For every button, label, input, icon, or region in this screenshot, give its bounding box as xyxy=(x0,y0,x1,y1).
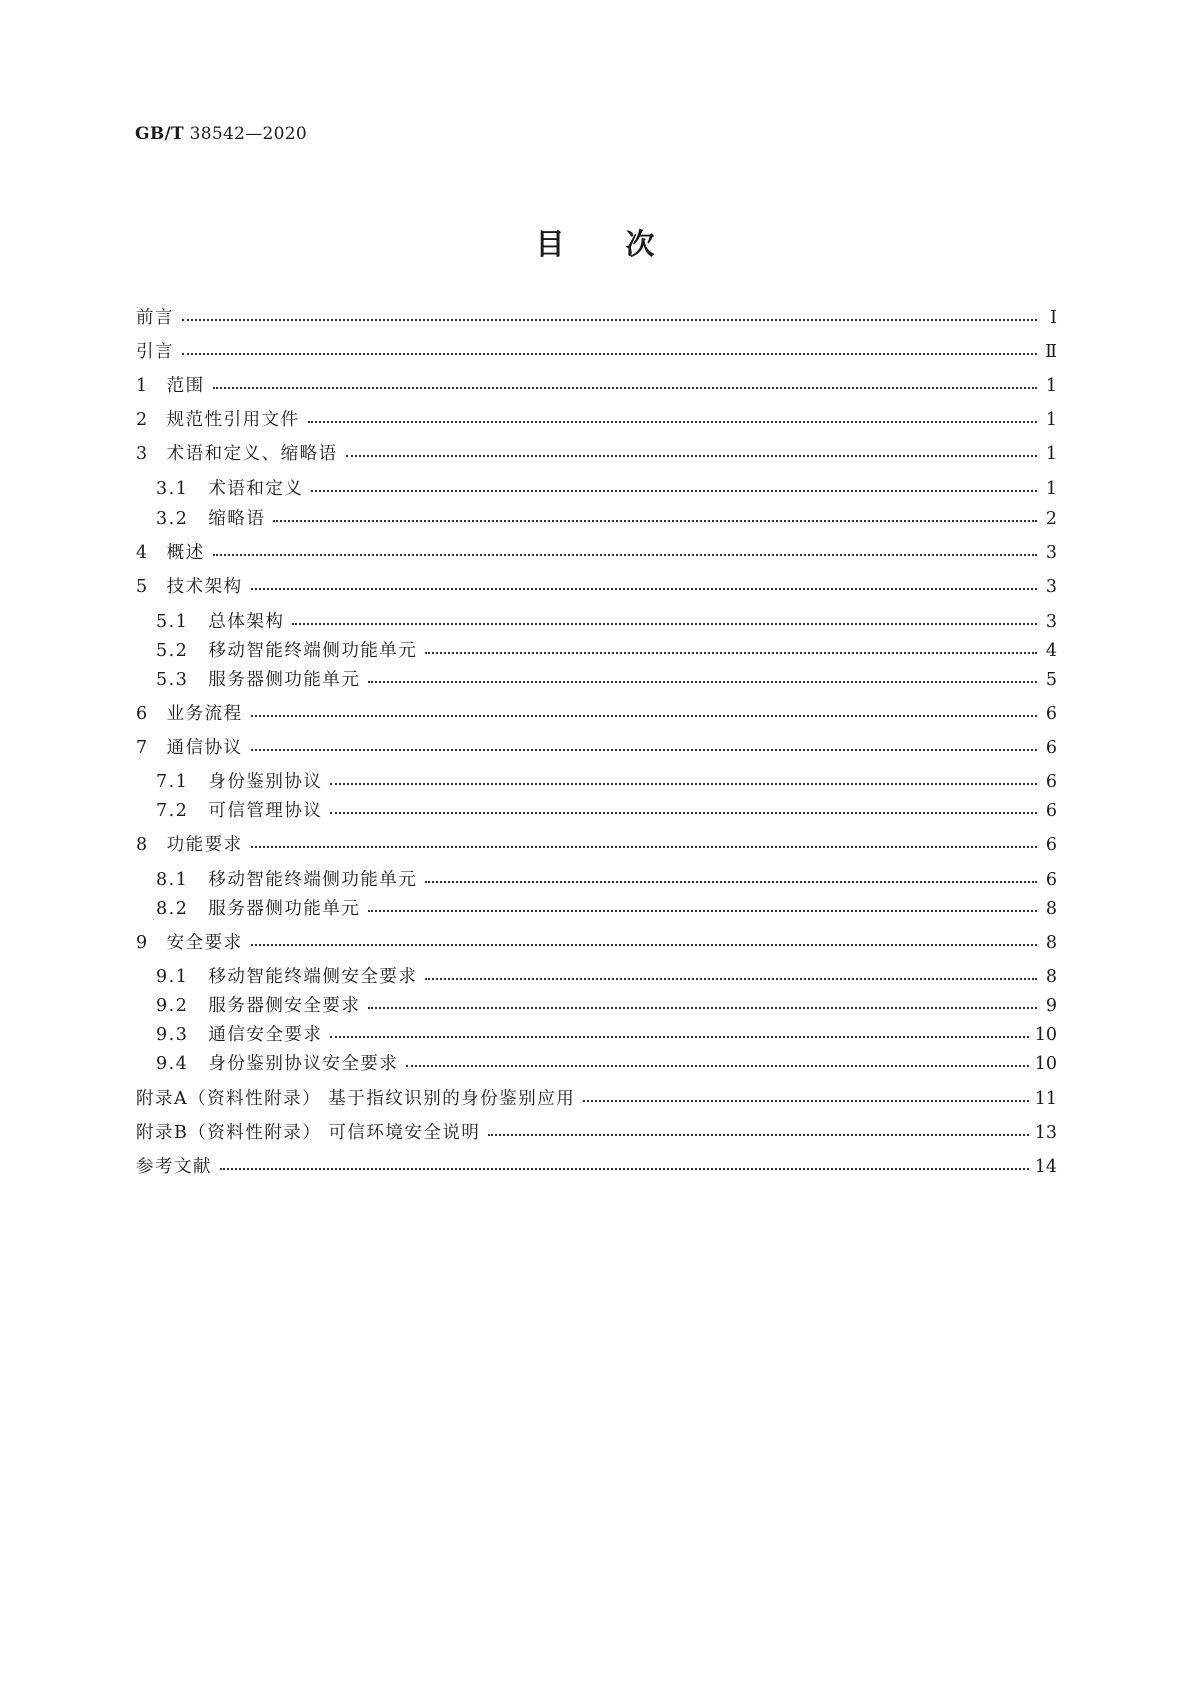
toc-dot-leader xyxy=(251,715,1037,717)
toc-dot-leader xyxy=(308,421,1037,423)
toc-entry[interactable] xyxy=(136,831,1057,859)
toc-entry[interactable] xyxy=(156,866,1057,894)
toc-entry-number: 8.2 xyxy=(156,899,189,919)
toc-entry-number: 3.1 xyxy=(156,479,189,499)
toc-entry[interactable] xyxy=(156,768,1057,796)
toc-entry-label: 业务流程 xyxy=(166,704,243,724)
toc-entry[interactable] xyxy=(156,666,1057,694)
toc-entry-page: 3 xyxy=(1045,612,1057,632)
standard-prefix: GB/T xyxy=(135,124,184,144)
toc-entry-page: 10 xyxy=(1034,1025,1057,1045)
toc-entry-page: 6 xyxy=(1045,870,1057,890)
toc-entry-number: 9.3 xyxy=(156,1025,189,1045)
toc-dot-leader xyxy=(220,1168,1029,1170)
toc-entry-page: 11 xyxy=(1034,1089,1057,1109)
toc-dot-leader xyxy=(251,944,1037,946)
toc-dot-leader xyxy=(425,881,1037,883)
toc-entry-number: 7.2 xyxy=(156,801,189,821)
page-title xyxy=(0,222,1191,263)
toc-entry[interactable] xyxy=(136,734,1057,762)
toc-dot-leader xyxy=(213,387,1037,389)
toc-entry-page: 6 xyxy=(1045,738,1057,758)
toc-entry-page: 1 xyxy=(1045,444,1057,464)
toc-entry[interactable] xyxy=(156,1050,1057,1078)
toc-dot-leader xyxy=(330,783,1037,785)
toc-entry-label: 通信协议 xyxy=(166,738,243,758)
toc-entry-number: 6 xyxy=(136,704,149,724)
toc-entry-number: 3 xyxy=(136,444,149,464)
toc-entry[interactable] xyxy=(136,440,1057,468)
toc-entry-number: 9.4 xyxy=(156,1054,189,1074)
toc-dot-leader xyxy=(368,1007,1037,1009)
toc-entry-label: 附录B（资料性附录） 可信环境安全说明 xyxy=(136,1123,481,1143)
toc-entry-label: 参考文献 xyxy=(136,1157,212,1177)
toc-entry-number: 5.1 xyxy=(156,612,189,632)
toc-entry-page: 4 xyxy=(1045,641,1057,661)
toc-dot-leader xyxy=(425,978,1037,980)
toc-entry-number: 9.2 xyxy=(156,996,189,1016)
toc-entry-number: 8.1 xyxy=(156,870,189,890)
toc-entry[interactable] xyxy=(136,929,1057,957)
toc-entry[interactable] xyxy=(136,573,1057,601)
toc-entry-number: 4 xyxy=(136,543,149,563)
toc-entry-page: 8 xyxy=(1045,899,1057,919)
toc-dot-leader xyxy=(251,846,1037,848)
toc-dot-leader xyxy=(488,1134,1028,1136)
toc-dot-leader xyxy=(425,652,1037,654)
toc-entry-label: 身份鉴别协议安全要求 xyxy=(208,1054,399,1074)
toc-entry[interactable] xyxy=(136,539,1057,567)
toc-entry-label: 移动智能终端侧功能单元 xyxy=(208,870,418,890)
toc-entry-label: 服务器侧功能单元 xyxy=(208,670,361,690)
toc-entry-label: 总体架构 xyxy=(208,612,285,632)
toc-entry-page: 13 xyxy=(1034,1123,1057,1143)
toc-entry[interactable] xyxy=(156,608,1057,636)
toc-entry-number: 7 xyxy=(136,738,149,758)
toc-entry-label: 概述 xyxy=(166,543,205,563)
toc-entry-page: 9 xyxy=(1045,996,1057,1016)
toc-entry-number: 5.2 xyxy=(156,641,189,661)
toc-entry-label: 通信安全要求 xyxy=(208,1025,323,1045)
toc-dot-leader xyxy=(330,812,1037,814)
toc-entry[interactable] xyxy=(136,304,1057,332)
toc-dot-leader xyxy=(368,910,1037,912)
toc-entry-label: 移动智能终端侧安全要求 xyxy=(208,967,418,987)
toc-entry-label: 范围 xyxy=(166,376,205,396)
toc-entry-page: 8 xyxy=(1045,967,1057,987)
toc-entry-page: 3 xyxy=(1045,577,1057,597)
toc-entry[interactable] xyxy=(136,338,1057,366)
toc-entry[interactable] xyxy=(136,372,1057,400)
toc-entry-label: 术语和定义 xyxy=(208,479,304,499)
toc-entry[interactable] xyxy=(156,963,1057,991)
toc-dot-leader xyxy=(251,588,1037,590)
toc-entry-number: 7.1 xyxy=(156,772,189,792)
toc-entry[interactable] xyxy=(156,505,1057,533)
toc-dot-leader xyxy=(292,623,1037,625)
toc-entry-number: 9 xyxy=(136,933,149,953)
toc-entry-label: 规范性引用文件 xyxy=(166,410,300,430)
toc-entry-number: 1 xyxy=(136,376,149,396)
toc-dot-leader xyxy=(251,749,1037,751)
toc-entry[interactable] xyxy=(156,637,1057,665)
page-title-part1: 目 xyxy=(535,227,566,261)
toc-entry-number: 3.2 xyxy=(156,509,189,529)
toc-entry[interactable] xyxy=(156,797,1057,825)
toc-entry-label: 缩略语 xyxy=(208,509,266,529)
toc-entry-page: 6 xyxy=(1045,835,1057,855)
toc-dot-leader xyxy=(311,490,1037,492)
toc-entry-label: 服务器侧功能单元 xyxy=(208,899,361,919)
toc-entry-page: Ⅱ xyxy=(1045,342,1057,362)
standard-number: 38542—2020 xyxy=(189,124,308,144)
toc-entry-number: 5.3 xyxy=(156,670,189,690)
toc-entry-label: 引言 xyxy=(136,342,174,362)
toc-entry[interactable] xyxy=(136,700,1057,728)
toc-entry-number: 2 xyxy=(136,410,149,430)
toc-entry-label: 前言 xyxy=(136,308,174,328)
toc-entry-page: 2 xyxy=(1045,509,1057,529)
toc-entry-label: 术语和定义、缩略语 xyxy=(166,444,338,464)
toc-entry-page: 8 xyxy=(1045,933,1057,953)
toc-entry-label: 技术架构 xyxy=(166,577,243,597)
toc-dot-leader xyxy=(273,520,1037,522)
toc-entry[interactable] xyxy=(136,1153,1057,1181)
toc-entry-label: 可信管理协议 xyxy=(208,801,323,821)
toc-dot-leader xyxy=(406,1065,1028,1067)
toc-entry-page: 1 xyxy=(1045,410,1057,430)
toc-entry-page: 1 xyxy=(1045,479,1057,499)
toc-entry-number: 8 xyxy=(136,835,149,855)
toc-entry-page: 6 xyxy=(1045,772,1057,792)
toc-entry-page: 14 xyxy=(1034,1157,1057,1177)
toc-entry-label: 身份鉴别协议 xyxy=(208,772,323,792)
toc-dot-leader xyxy=(583,1100,1029,1102)
toc-entry-label: 附录A（资料性附录） 基于指纹识别的身份鉴别应用 xyxy=(136,1089,576,1109)
toc-entry[interactable] xyxy=(156,475,1057,503)
toc-entry[interactable] xyxy=(156,1021,1057,1049)
toc-entry-label: 安全要求 xyxy=(166,933,243,953)
toc-entry-page: 6 xyxy=(1045,801,1057,821)
toc-entry-label: 移动智能终端侧功能单元 xyxy=(208,641,418,661)
toc-entry-page: 6 xyxy=(1045,704,1057,724)
toc-entry-page: 1 xyxy=(1045,376,1057,396)
toc-entry-label: 功能要求 xyxy=(166,835,243,855)
toc-entry-page: 3 xyxy=(1045,543,1057,563)
standard-code xyxy=(135,124,307,144)
toc-dot-leader xyxy=(330,1036,1028,1038)
toc-entry-page: Ⅰ xyxy=(1050,308,1057,328)
toc-dot-leader xyxy=(182,319,1037,321)
toc-dot-leader xyxy=(346,455,1037,457)
toc-entry[interactable] xyxy=(156,895,1057,923)
toc-entry[interactable] xyxy=(136,1119,1057,1147)
toc-dot-leader xyxy=(182,353,1037,355)
toc-entry-number: 9.1 xyxy=(156,967,189,987)
toc-entry-page: 10 xyxy=(1034,1054,1057,1074)
toc-dot-leader xyxy=(213,554,1037,556)
toc-entry[interactable] xyxy=(156,992,1057,1020)
toc-entry-page: 5 xyxy=(1045,670,1057,690)
toc-dot-leader xyxy=(368,681,1037,683)
toc-entry-label: 服务器侧安全要求 xyxy=(208,996,361,1016)
page-title-part2: 次 xyxy=(625,227,656,261)
toc-entry[interactable] xyxy=(136,406,1057,434)
toc-entry-number: 5 xyxy=(136,577,149,597)
toc-entry[interactable] xyxy=(136,1085,1057,1113)
